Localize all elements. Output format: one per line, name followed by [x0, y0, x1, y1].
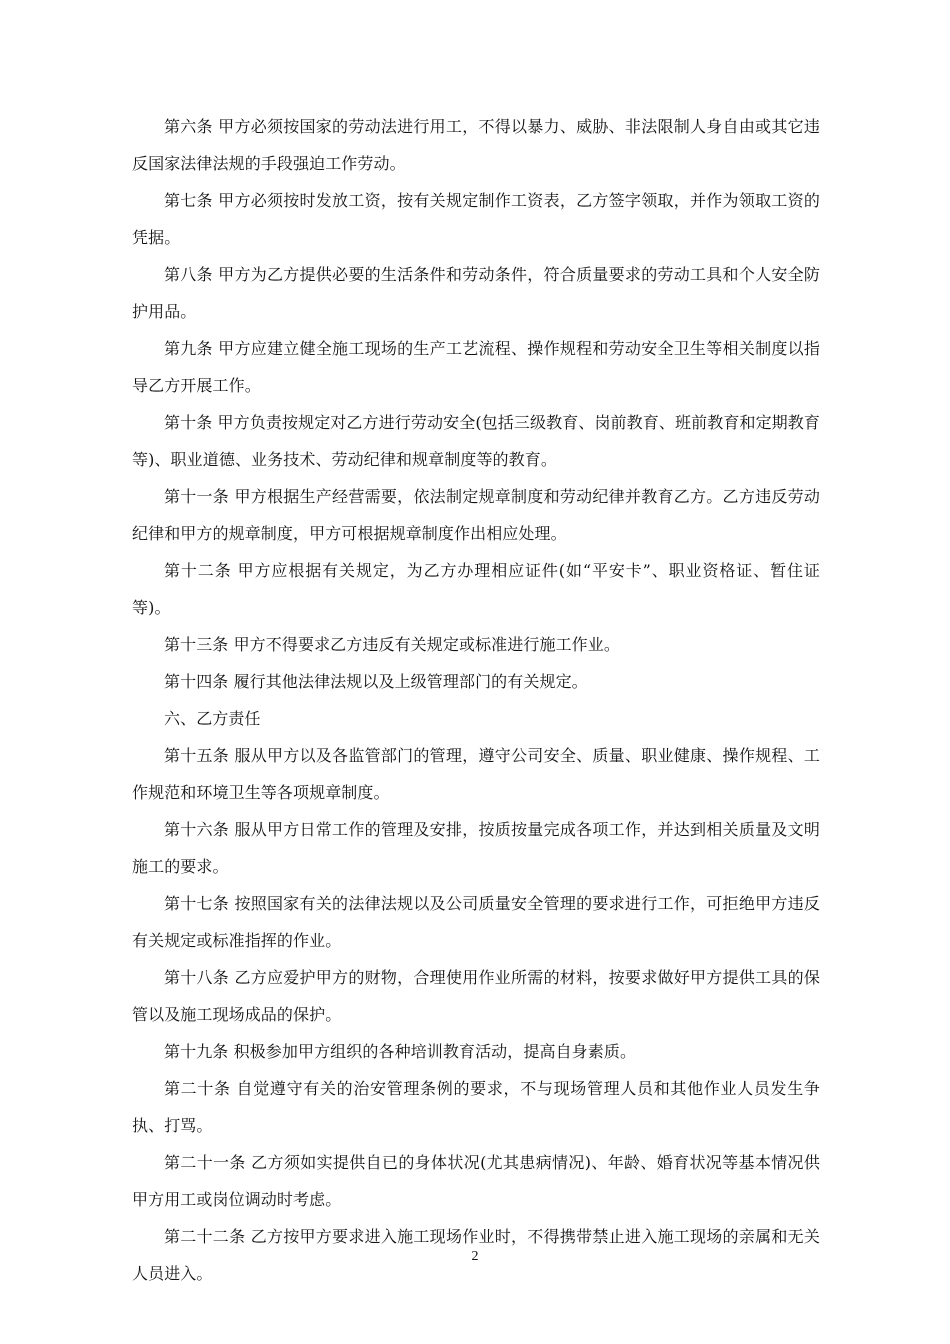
clause-21-paragraph: 第二十一条 乙方须如实提供自已的身体状况(尤其患病情况)、年龄、婚育状况等基本情况供甲方用工或岗位调动时考虑。 [132, 1153, 820, 1209]
clause-10-paragraph: 第十条 甲方负责按规定对乙方进行劳动安全(包括三级教育、岗前教育、班前教育和定期教育等)、职业道德、业务技术、劳动纪律和规章制度等的教育。 [132, 413, 820, 469]
clause-22-paragraph: 第二十二条 乙方按甲方要求进入施工现场作业时，不得携带禁止进入施工现场的亲属和无关人员进入。 [132, 1227, 820, 1283]
clause-15-paragraph: 第十五条 服从甲方以及各监管部门的管理，遵守公司安全、质量、职业健康、操作规程、工作规范和环境卫生等各项规章制度。 [132, 746, 820, 802]
clause-7-paragraph: 第七条 甲方必须按时发放工资，按有关规定制作工资表，乙方签字领取，并作为领取工资的凭据。 [132, 191, 820, 247]
clause-6-paragraph: 第六条 甲方必须按国家的劳动法进行用工，不得以暴力、威胁、非法限制人身自由或其它违反国家法律法规的手段强迫工作劳动。 [132, 117, 820, 173]
clause-11-paragraph: 第十一条 甲方根据生产经营需要，依法制定规章制度和劳动纪律并教育乙方。乙方违反劳动纪律和甲方的规章制度，甲方可根据规章制度作出相应处理。 [132, 487, 820, 543]
clause-17-paragraph: 第十七条 按照国家有关的法律法规以及公司质量安全管理的要求进行工作，可拒绝甲方违反有关规定或标准指挥的作业。 [132, 894, 820, 950]
clause-13-paragraph: 第十三条 甲方不得要求乙方违反有关规定或标准进行施工作业。 [164, 635, 620, 654]
clause-9-paragraph: 第九条 甲方应建立健全施工现场的生产工艺流程、操作规程和劳动安全卫生等相关制度以指导乙方开展工作。 [132, 339, 820, 395]
clause-18-paragraph: 第十八条 乙方应爱护甲方的财物，合理使用作业所需的材料，按要求做好甲方提供工具的保管以及施工现场成品的保护。 [132, 968, 820, 1024]
clause-20-paragraph: 第二十条 自觉遵守有关的治安管理条例的要求，不与现场管理人员和其他作业人员发生争执、打骂。 [132, 1079, 820, 1135]
clause-14-paragraph: 第十四条 履行其他法律法规以及上级管理部门的有关规定。 [164, 672, 588, 691]
section-heading-party-b: 六、乙方责任 [164, 709, 261, 728]
clause-8-paragraph: 第八条 甲方为乙方提供必要的生活条件和劳动条件，符合质量要求的劳动工具和个人安全防护用品。 [132, 265, 820, 321]
page-number: 2 [471, 1249, 479, 1264]
clause-16-paragraph: 第十六条 服从甲方日常工作的管理及安排，按质按量完成各项工作，并达到相关质量及文明施工的要求。 [132, 820, 820, 876]
clause-12-paragraph: 第十二条 甲方应根据有关规定，为乙方办理相应证件(如“平安卡”、职业资格证、暂住证等)。 [132, 561, 820, 617]
clause-19-paragraph: 第十九条 积极参加甲方组织的各种培训教育活动，提高自身素质。 [164, 1042, 637, 1061]
document-body [132, 108, 820, 1292]
